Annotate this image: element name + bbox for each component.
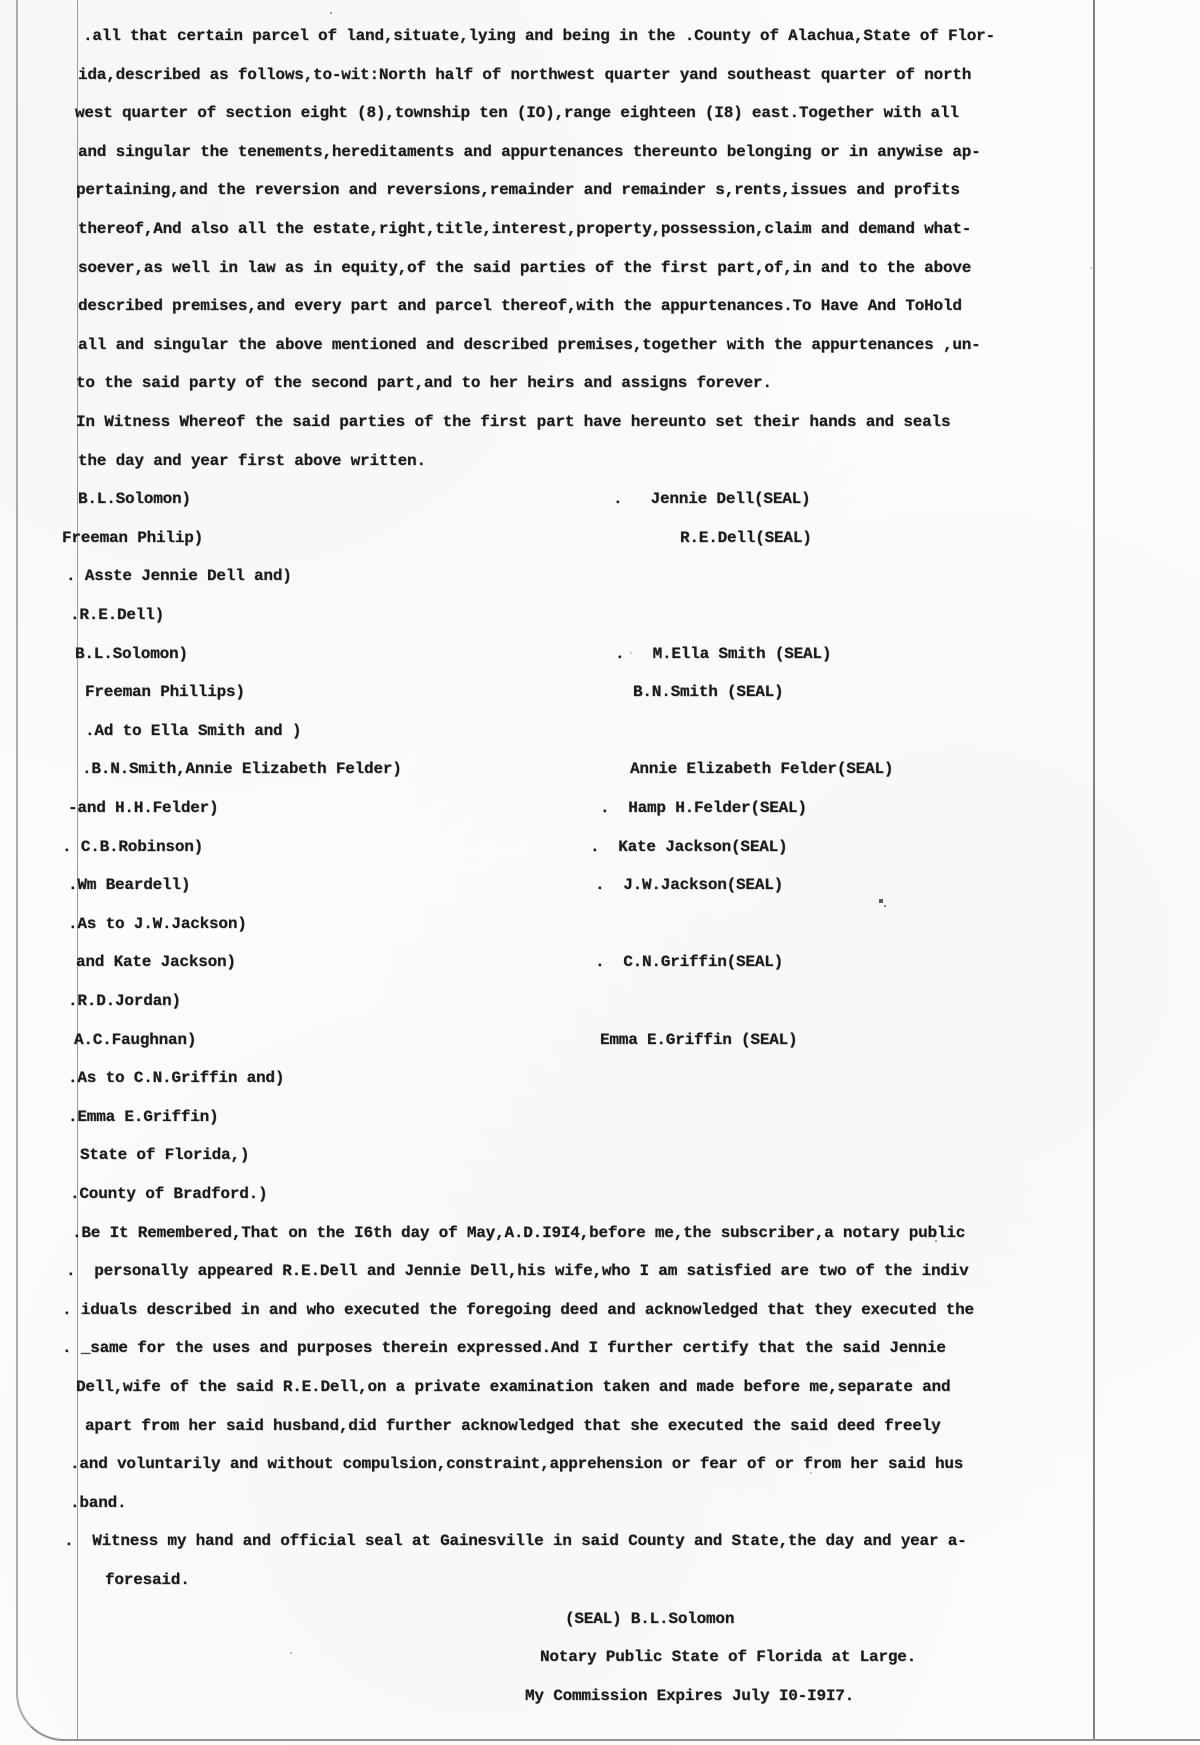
document-line: foresaid.	[105, 1571, 190, 1589]
document-line: Annie Elizabeth Felder(SEAL)	[630, 760, 894, 779]
document-line: .and voluntarily and without compulsion,constraint,apprehension or fear of or from her said hus	[70, 1455, 964, 1474]
document-line: . iduals described in and who executed the foregoing deed and acknowledged that they executed the	[62, 1300, 974, 1319]
document-line: . C.B.Robinson)	[62, 837, 204, 856]
document-line: Notary Public State of Florida at Large.	[540, 1648, 917, 1667]
document-line: .Wm Beardell)	[68, 876, 191, 895]
document-line: State of Florida,)	[80, 1146, 250, 1165]
document-line: and Kate Jackson)	[76, 953, 236, 972]
document-line: A.C.Faughnan)	[74, 1030, 197, 1049]
document-line: .R.E.Dell)	[70, 606, 165, 624]
document-line: . Jennie Dell(SEAL)	[613, 490, 811, 509]
document-line: .all that certain parcel of land,situate,lying and being in the .County of Alachua,State of Flor-	[83, 27, 995, 45]
document-line: (SEAL) B.L.Solomon	[565, 1609, 735, 1628]
document-line: R.E.Dell(SEAL)	[680, 528, 812, 547]
document-line: the day and year first above written.	[78, 451, 426, 470]
document-line: B.N.Smith (SEAL)	[633, 683, 784, 702]
document-line: .As to C.N.Griffin and)	[68, 1069, 285, 1088]
document-line: described premises,and every part and parcel thereof,with the appurtenances.To Have And ToHold	[78, 297, 962, 316]
document-line: . Asste Jennie Dell and)	[66, 567, 292, 586]
document-line: ida,described as follows,to-wit:North half of northwest quarter yand southeast quarter of north	[78, 65, 972, 84]
document-line: -and H.H.Felder)	[68, 799, 219, 817]
document-line: west quarter of section eight (8),township ten (IO),range eighteen (I8) east.Together with all	[75, 104, 959, 123]
document-line: Freeman Philip)	[62, 528, 204, 547]
document-line: . C.N.Griffin(SEAL)	[595, 953, 784, 972]
document-line: .County of Bradford.)	[70, 1185, 268, 1203]
document-line: Dell,wife of the said R.E.Dell,on a private examination taken and made before me,separate and	[76, 1378, 951, 1396]
document-line: In Witness Whereof the said parties of the first part have hereunto set their hands and seals	[76, 413, 951, 431]
document-line: . M.Ella Smith (SEAL)	[615, 644, 832, 663]
document-line: pertaining,and the reversion and reversions,remainder and remainder s,rents,issues and profits	[76, 181, 960, 200]
document-line: apart from her said husband,did further acknowledged that she executed the said deed freely	[85, 1416, 941, 1435]
document-line: . Witness my hand and official seal at Gainesville in said County and State,the day and year a-	[64, 1532, 967, 1551]
document-line: . Hamp H.Felder(SEAL)	[600, 799, 807, 817]
document-line: . Kate Jackson(SEAL)	[590, 837, 788, 856]
document-line: B.L.Solomon)	[78, 490, 191, 509]
document-line: .As to J.W.Jackson)	[68, 914, 247, 933]
document-line: . J.W.Jackson(SEAL)	[595, 876, 784, 895]
document-line: .Be It Remembered,That on the I6th day of May,A.D.I9I4,before me,the subscriber,a notary public	[72, 1223, 966, 1242]
document-line: thereof,And also all the estate,right,title,interest,property,possession,claim and demand what-	[78, 220, 972, 238]
document-line: . personally appeared R.E.Dell and Jennie Dell,his wife,who I am satisfied are two of the indiv	[66, 1262, 969, 1281]
document-line: Freeman Phillips)	[85, 683, 245, 702]
document-line: B.L.Solomon)	[75, 644, 188, 663]
document-line: .B.N.Smith,Annie Elizabeth Felder)	[82, 760, 402, 779]
document-line: .R.D.Jordan)	[68, 992, 181, 1010]
right-margin-rule	[1093, 0, 1095, 1739]
document-line: .Ad to Ella Smith and )	[85, 721, 302, 740]
scan-speckle	[330, 12, 332, 14]
document-line: .band.	[70, 1493, 127, 1512]
document-line: and singular the tenements,hereditaments and appurtenances thereunto belonging or in anywise ap-	[78, 142, 981, 161]
document-line: soever,as well in law as in equity,of the said parties of the first part,of,in and to the above	[78, 258, 972, 277]
document-line: . _same for the uses and purposes therein expressed.And I further certify that the said Jennie	[62, 1339, 946, 1358]
document-line: .Emma E.Griffin)	[68, 1107, 219, 1126]
document-line: all and singular the above mentioned and described premises,together with the appurtenances ,un-	[78, 335, 981, 354]
document-line: to the said party of the second part,and to her heirs and assigns forever.	[76, 374, 772, 393]
document-line: Emma E.Griffin (SEAL)	[600, 1030, 798, 1049]
document-line: My Commission Expires July I0-I9I7.	[525, 1686, 855, 1705]
